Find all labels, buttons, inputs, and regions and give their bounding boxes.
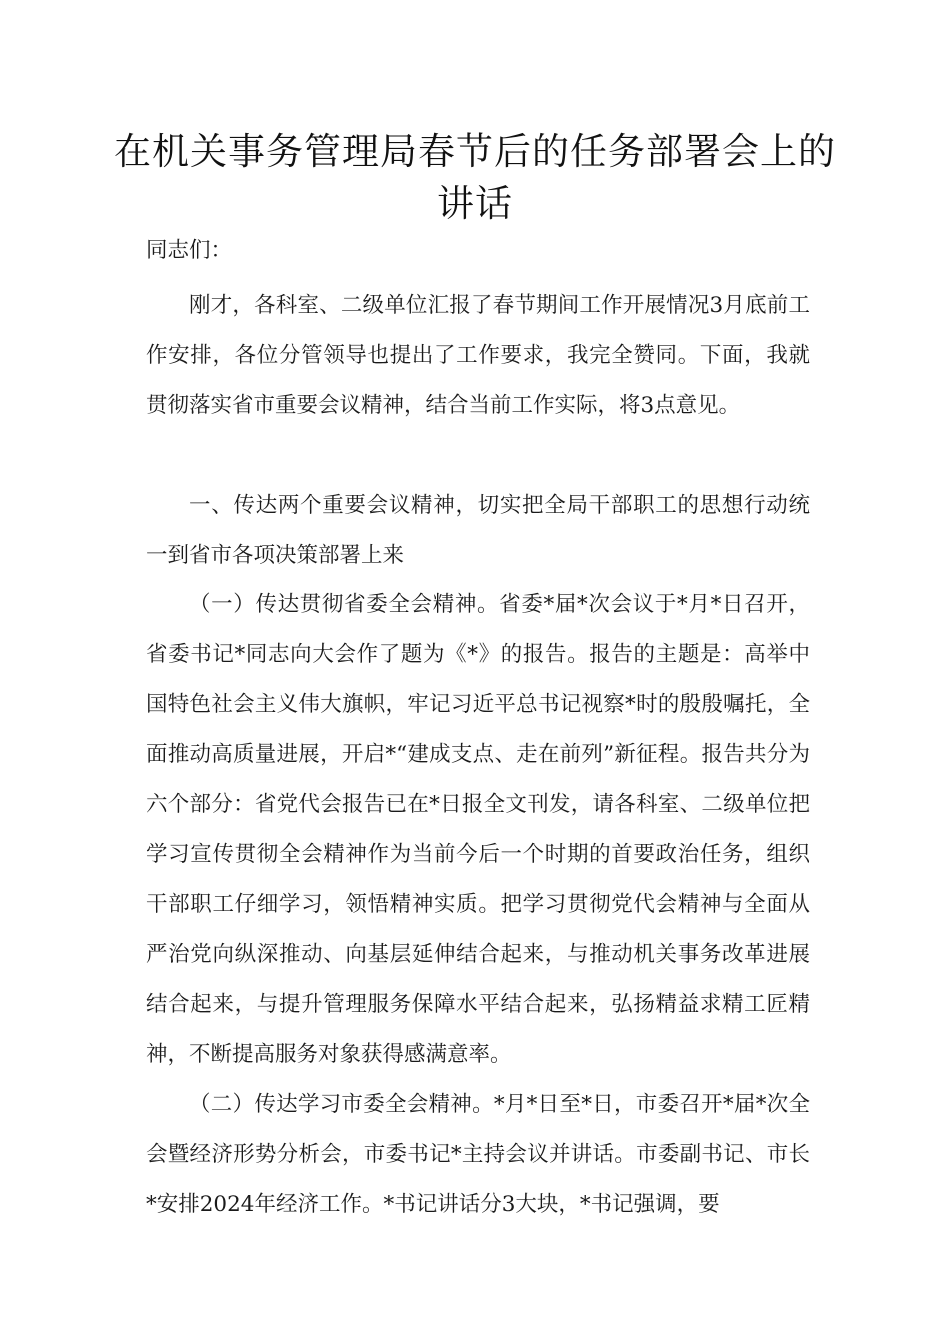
paragraph-subsection-1: （一）传达贯彻省委全会精神。省委*届*次会议于*月*日召开，省委书记*同志向大会作了题为《*》的报告。报告的主题是：高举中国特色社会主义伟大旗帜，牢记习近平总书记视察*时的殷殷嘱托，全面推动高质量进展，开启*“建成支点、走在前列”新征程。报告共分为六个部分：省党代会报告已在*日报全文刊发，请各科室、二级单位把学习宣传贯彻全会精神作为当前今后一个时期的首要政治任务，组织干部职工仔细学习，领悟精神实质。把学习贯彻党代会精神与全面从严治党向纵深推动、向基层延伸结合起来，与推动机关事务改革进展结合起来，与提升管理服务保障水平结合起来，弘扬精益求精工匠精神，不断提高服务对象获得感满意率。 <box>146 592 810 1067</box>
paragraph-opening: 刚才，各科室、二级单位汇报了春节期间工作开展情况3月底前工作安排，各位分管领导也提出了工作要求，我完全赞同。下面，我就贯彻落实省市重要会议精神，结合当前工作实际，将3点意见。 <box>146 293 810 418</box>
paragraph-subsection-2: （二）传达学习市委全会精神。*月*日至*日，市委召开*届*次全会暨经济形势分析会，市委书记*主持会议并讲话。市委副书记、市长*安排2024年经济工作。*书记讲话分3大块，*书记强调，要 <box>146 1092 810 1217</box>
salutation: 同志们： <box>146 238 233 263</box>
section-heading-1: 一、传达两个重要会议精神，切实把全局干部职工的思想行动统一到省市各项决策部署上来 <box>146 493 810 568</box>
document-title: 在机关事务管理局春节后的任务部署会上的讲话 <box>114 130 836 225</box>
